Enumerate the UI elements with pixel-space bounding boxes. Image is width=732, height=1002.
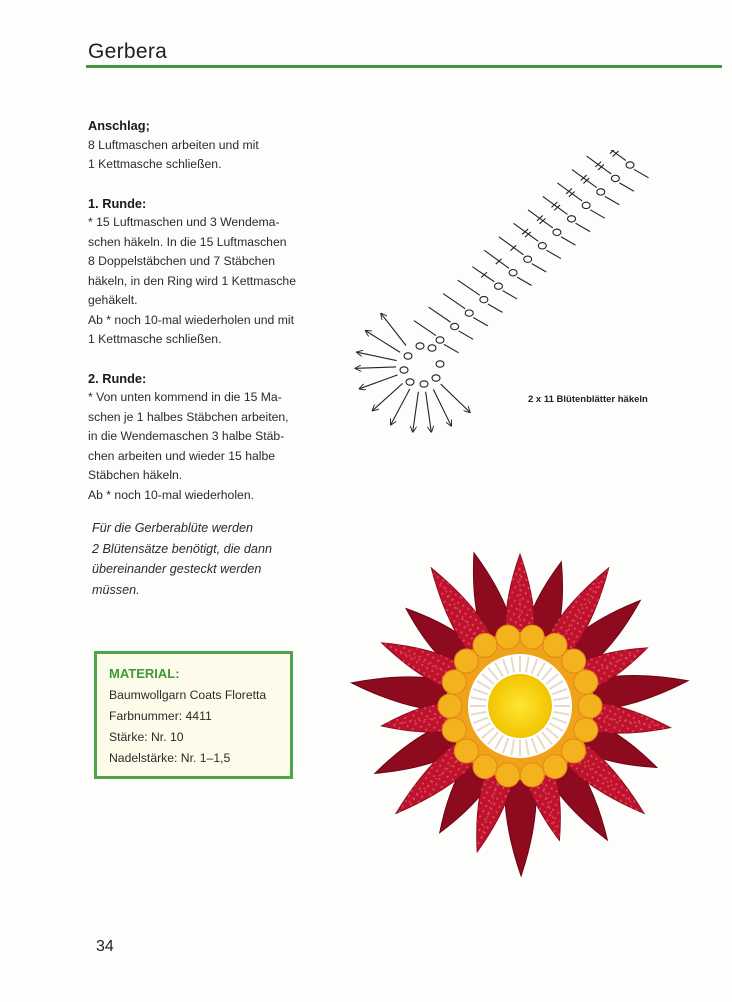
flower-orange-frill (520, 763, 544, 787)
chain-stitch-symbol (451, 323, 459, 329)
stitch-symbol (484, 250, 509, 268)
flower-orange-frill (578, 694, 602, 718)
runde2-line: in die Wendemaschen 3 halbe Stäb- (88, 429, 285, 443)
chain-stitch-symbol (568, 216, 576, 222)
runde1-heading: 1. Runde: (88, 195, 147, 211)
direction-arrow (356, 367, 396, 368)
runde2-line: schen je 1 halbes Stäbchen arbeiten, (88, 409, 289, 424)
direction-arrow (441, 384, 470, 412)
stitch-symbol (514, 223, 539, 241)
flower-orange-frill (442, 718, 466, 742)
chain-stitch-symbol (509, 269, 517, 275)
runde2-line: chen arbeiten und wieder 15 halbe (88, 448, 276, 463)
chain-stitch-symbol (436, 337, 444, 343)
flower-orange-frill (473, 633, 497, 657)
stitch-symbol (472, 267, 494, 282)
chain-stitch-symbol (480, 296, 488, 302)
stitch-symbol (517, 277, 532, 285)
note-line: 2 Blütensätze benötigt, die dann (92, 541, 272, 556)
direction-arrow (381, 314, 406, 346)
chain-stitch-symbol (494, 283, 502, 289)
material-line: Farbnummer: 4411 (109, 709, 212, 723)
runde2-heading: 2. Runde: (88, 370, 147, 386)
chain-stitch-symbol (465, 310, 473, 316)
flower-orange-frill (562, 649, 586, 673)
flower-yellow-center (488, 674, 552, 738)
stitch-symbol (557, 183, 582, 201)
crochet-chart-diagram (340, 150, 680, 450)
runde1-line: 1 Kettmasche schließen. (88, 332, 222, 346)
runde1-line: schen häkeln. In die 15 Luftmaschen (88, 234, 287, 249)
stitch-symbol (444, 344, 459, 352)
page-number: 34 (96, 938, 114, 955)
instructions-column (88, 116, 298, 505)
title-underline (86, 65, 722, 68)
ring-chain-symbol (428, 345, 436, 351)
runde2-line: * Von unten kommend in die 15 Ma- (88, 390, 282, 404)
runde2-line: Stäbchen häkeln. (88, 468, 183, 482)
note-line: übereinander gesteckt werden (92, 562, 262, 576)
stitch-symbol (572, 170, 597, 188)
ring-chain-symbol (432, 375, 440, 381)
stitch-symbol (590, 210, 605, 218)
chain-stitch-symbol (524, 256, 532, 262)
chain-stitch-symbol (626, 162, 634, 168)
direction-arrow (433, 389, 451, 425)
runde2-line: Ab * noch 10-mal wiederholen. (88, 487, 254, 502)
material-line: Stärke: Nr. 10 (109, 730, 184, 744)
stitch-symbol (473, 317, 488, 325)
stitch-symbol (576, 223, 591, 231)
flower-orange-frill (562, 739, 586, 763)
runde1-line: Ab * noch 10-mal wiederholen und mit (88, 312, 294, 327)
flower-orange-frill (520, 625, 544, 649)
anschlag-line: 8 Luftmaschen arbeiten und mit (88, 137, 259, 152)
runde1-line: * 15 Luftmaschen und 3 Wendema- (88, 215, 280, 229)
note-line: müssen. (92, 582, 140, 597)
stitch-symbol (429, 307, 451, 322)
ring-chain-symbol (436, 361, 444, 367)
flower-orange-frill (543, 755, 567, 779)
stitch-symbol (605, 196, 620, 204)
direction-arrow (413, 392, 419, 432)
diagram-caption: 2 x 11 Blütenblätter häkeln (528, 394, 648, 405)
stitch-symbol (499, 237, 524, 255)
direction-arrow (426, 392, 432, 432)
stitch-symbol (543, 196, 568, 214)
chain-stitch-symbol (611, 175, 619, 181)
stitch-symbol (503, 291, 518, 299)
direction-arrow (357, 352, 396, 360)
stitch-symbol (561, 237, 576, 245)
page-title: Gerbera (88, 40, 168, 63)
stitch-symbol (532, 264, 547, 272)
flower-orange-frill (543, 633, 567, 657)
material-title: MATERIAL: (109, 666, 180, 681)
anschlag-line: 1 Kettmasche schließen. (88, 157, 222, 171)
material-line: Baumwollgarn Coats Floretta (109, 688, 267, 702)
flower-orange-frill (438, 694, 462, 718)
stitch-symbol (488, 304, 503, 312)
stitch-symbol (459, 331, 474, 339)
stitch-symbol (587, 156, 612, 174)
flower-orange-frill (574, 670, 598, 694)
flower-orange-frill (574, 718, 598, 742)
direction-arrow (391, 389, 410, 424)
note-line: Für die Gerberablüte werden (92, 521, 254, 535)
runde1-line: 8 Doppelstäbchen und 7 Stäbchen (88, 254, 276, 268)
flower-orange-frill (454, 649, 478, 673)
ring-chain-symbol (406, 379, 414, 385)
stitch-symbol (414, 321, 436, 336)
ring-chain-symbol (420, 381, 428, 387)
stitch-symbol (458, 280, 480, 295)
material-box (94, 651, 293, 779)
runde1-line: gehäkelt. (88, 293, 138, 307)
flower-orange-frill (496, 625, 520, 649)
direction-arrow (366, 331, 400, 352)
gerbera-flower-photo (336, 508, 720, 894)
material-line: Nadelstärke: Nr. 1–1,5 (109, 751, 231, 765)
direction-arrow (360, 375, 398, 389)
direction-arrow (373, 383, 403, 410)
chain-stitch-symbol (582, 202, 590, 208)
stitch-symbol (546, 250, 561, 258)
flower-orange-frill (454, 739, 478, 763)
chain-stitch-symbol (597, 189, 605, 195)
stitch-symbol (528, 210, 553, 228)
stitch-symbol (634, 169, 649, 177)
flower-orange-frill (473, 755, 497, 779)
stitch-symbol (619, 183, 634, 191)
runde1-line: häkeln, in den Ring wird 1 Kettmasche (88, 273, 296, 288)
stitch-symbol (443, 294, 465, 309)
anschlag-heading: Anschlag; (88, 118, 150, 133)
chain-stitch-symbol (553, 229, 561, 235)
ring-chain-symbol (400, 367, 408, 373)
chain-stitch-symbol (538, 243, 546, 249)
flower-orange-frill (496, 763, 520, 787)
assembly-note (92, 518, 297, 600)
ring-chain-symbol (416, 343, 424, 349)
flower-orange-frill (442, 670, 466, 694)
ring-chain-symbol (404, 353, 412, 359)
